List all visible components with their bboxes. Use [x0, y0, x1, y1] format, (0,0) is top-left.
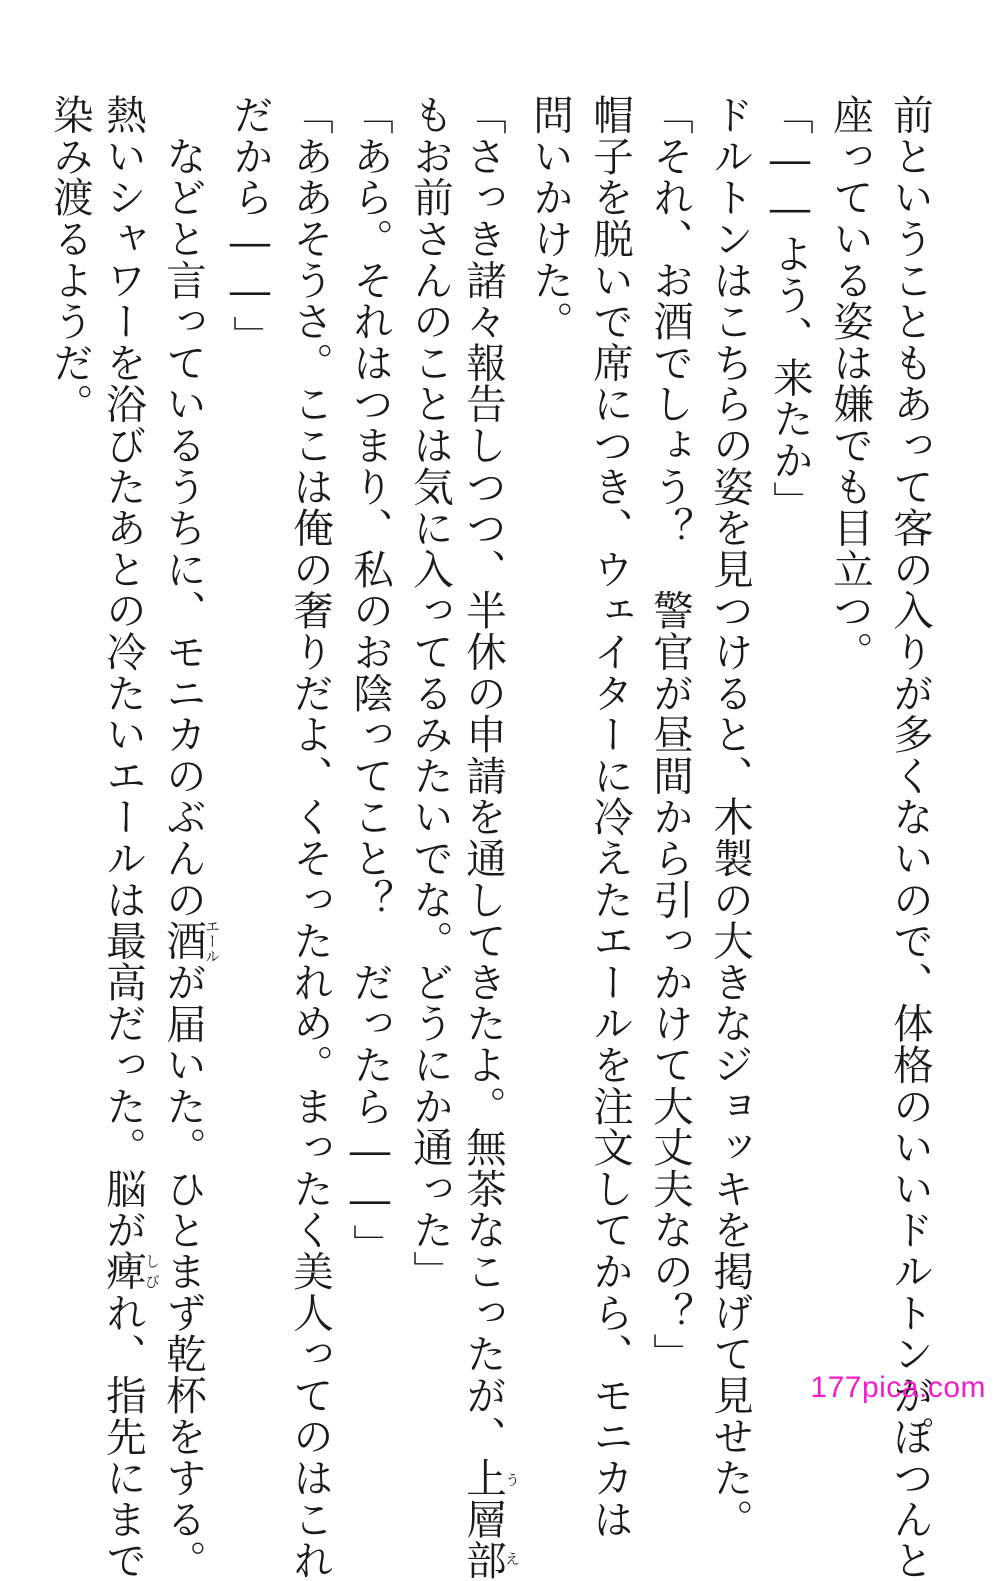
text-column: 前ということもあって客の入りが多くないので、体格のいいドルトンがぽつんと — [886, 94, 934, 1581]
text-segment: 熱いシャワーを浴びたあとの冷たいエールは最高だった。脳が — [99, 94, 147, 1251]
text-column: もお前さんのことは気に入ってるみたいでな。どうにか通った」 — [406, 94, 454, 1292]
text-column: 「それ、お酒でしょう？ 警官が昼間から引っかけて大丈夫なの？」 — [646, 94, 694, 1375]
text-column: 「――よう、来たか」 — [766, 94, 814, 522]
watermark: 177pica.com — [810, 1371, 986, 1404]
text-segment: が届いた。ひとまず乾杯をする。 — [159, 961, 207, 1581]
text-column: ドルトンはこちらの姿を見つけると、木製の大きなジョッキを掲げて見せた。 — [706, 94, 754, 1540]
ruby-reading: うえ — [503, 1456, 521, 1581]
ruby-word: 上層部うえ — [459, 1456, 521, 1581]
text-column-with-ruby — [159, 94, 221, 1581]
text-column: 問いかけた。 — [526, 94, 574, 342]
text-column: 座っている姿は嫌でも目立つ。 — [826, 94, 874, 673]
text-segment: れ、指先にまで — [99, 1291, 147, 1581]
text-column: だから――」 — [226, 94, 274, 357]
ruby-reading: エール — [203, 918, 221, 964]
ruby-reading: しび — [143, 1250, 161, 1292]
text-column: 「あら。それはつまり、私のお陰ってこと？ だったら――」 — [346, 94, 394, 1266]
text-column-with-ruby — [459, 94, 521, 1581]
text-column: 「ああそうさ。ここは俺の奢りだよ、くそったれめ。まったく美人ってのはこれ — [286, 94, 334, 1581]
ruby-word: 痺しび — [99, 1250, 161, 1292]
text-column: 帽子を脱いで席につき、ウェイターに冷えたエールを注文してから、モニカは — [586, 94, 634, 1540]
text-segment: などと言っているうちに、モニカのぶんの — [159, 94, 207, 920]
text-segment: 「さっき諸々報告しつつ、半休の申請を通してきたよ。無茶なこったが、 — [459, 94, 507, 1457]
text-column: 染み渡るようだ。 — [46, 94, 94, 425]
ruby-word: 酒エール — [159, 918, 221, 964]
text-column-with-ruby — [99, 94, 161, 1581]
